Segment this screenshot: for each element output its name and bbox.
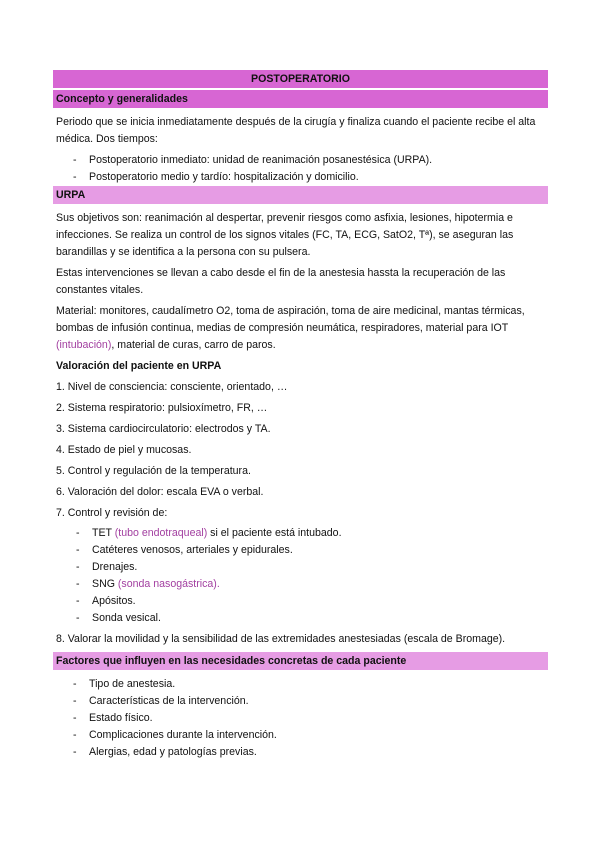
intubacion-note: (intubación): [56, 339, 112, 351]
list-item: - Complicaciones durante la intervención.: [73, 729, 277, 741]
valoracion-list: [53, 379, 548, 648]
list-item: - SNG (sonda nasogástrica).: [76, 578, 220, 590]
sng-note: (sonda nasogástrica).: [117, 578, 220, 590]
list-item: - Estado físico.: [73, 712, 153, 724]
list-item: - Drenajes.: [76, 561, 138, 573]
valoracion-item: 5. Control y regulación de la temperatura.: [56, 465, 251, 477]
valoracion-item-control: 7. Control y revisión de: - TET (tubo endotraqueal) si el paciente está intubado. - Catéteres venosos, arteriales y epidurales. - Drenajes. - SNG (sonda nasogástrica). - Apósitos. - Sonda vesical.: [53, 505, 548, 627]
valoracion-item: 2. Sistema respiratorio: pulsioxímetro, FR, …: [56, 402, 268, 414]
document-title: POSTOPERATORIO: [53, 70, 548, 88]
list-item: - Postoperatorio inmediato: unidad de reanimación posanestésica (URPA).: [73, 154, 433, 166]
section-heading-urpa: URPA: [53, 186, 548, 204]
valoracion-item: 8. Valorar la movilidad y la sensibilidad de las extremidades anestesiadas (escala de Bromage).: [56, 633, 506, 645]
valoracion-heading: Valoración del paciente en URPA: [56, 360, 222, 372]
urpa-paragraph-objetivos: Sus objetivos son: reanimación al despertar, prevenir riesgos como asfixia, lesiones, hipotermia e infecciones. Se realiza un control de los signos vitales (FC, TA, ECG, SatO2, Tª), se aseguran las barandillas y se identifica a la persona con su pulsera.: [56, 212, 514, 258]
list-item: - Características de la intervención.: [73, 695, 249, 707]
list-item: - Catéteres venosos, arteriales y epidurales.: [76, 544, 293, 556]
list-item: - Postoperatorio medio y tardío: hospitalización y domicilio.: [73, 171, 359, 183]
list-item: - Apósitos.: [76, 595, 136, 607]
valoracion-item: 4. Estado de piel y mucosas.: [56, 444, 192, 456]
tet-note: (tubo endotraqueal): [114, 527, 208, 539]
valoracion-item: 6. Valoración del dolor: escala EVA o verbal.: [56, 486, 264, 498]
list-item: - Sonda vesical.: [76, 612, 161, 624]
concepto-list: [53, 152, 548, 186]
list-item: - Tipo de anestesia.: [73, 678, 176, 690]
concepto-paragraph: Periodo que se inicia inmediatamente después de la cirugía y finaliza cuando el paciente recibe el alta médica. Dos tiempos:: [56, 116, 536, 145]
list-item: - TET (tubo endotraqueal) si el paciente está intubado.: [76, 527, 342, 539]
valoracion-item: 3. Sistema cardiocirculatorio: electrodos y TA.: [56, 423, 271, 435]
document-page: [53, 70, 548, 761]
section-heading-concepto: Concepto y generalidades: [53, 90, 548, 108]
urpa-paragraph-intervenciones: Estas intervenciones se llevan a cabo desde el fin de la anestesia hassta la recuperación de las constantes vitales.: [56, 267, 506, 296]
urpa-paragraph-material: Material: monitores, caudalímetro O2, toma de aspiración, toma de aire medicinal, mantas térmicas, bombas de infusión continua, medias de compresión neumática, respiradores, material para IOT (intubación), material de curas, carro de paros.: [56, 305, 525, 351]
control-list: [56, 525, 548, 627]
list-item: - Alergias, edad y patologías previas.: [73, 746, 257, 758]
valoracion-item: 1. Nivel de consciencia: consciente, orientado, …: [56, 381, 288, 393]
factores-list: [53, 676, 548, 761]
section-heading-factores: Factores que influyen en las necesidades concretas de cada paciente: [53, 652, 548, 670]
